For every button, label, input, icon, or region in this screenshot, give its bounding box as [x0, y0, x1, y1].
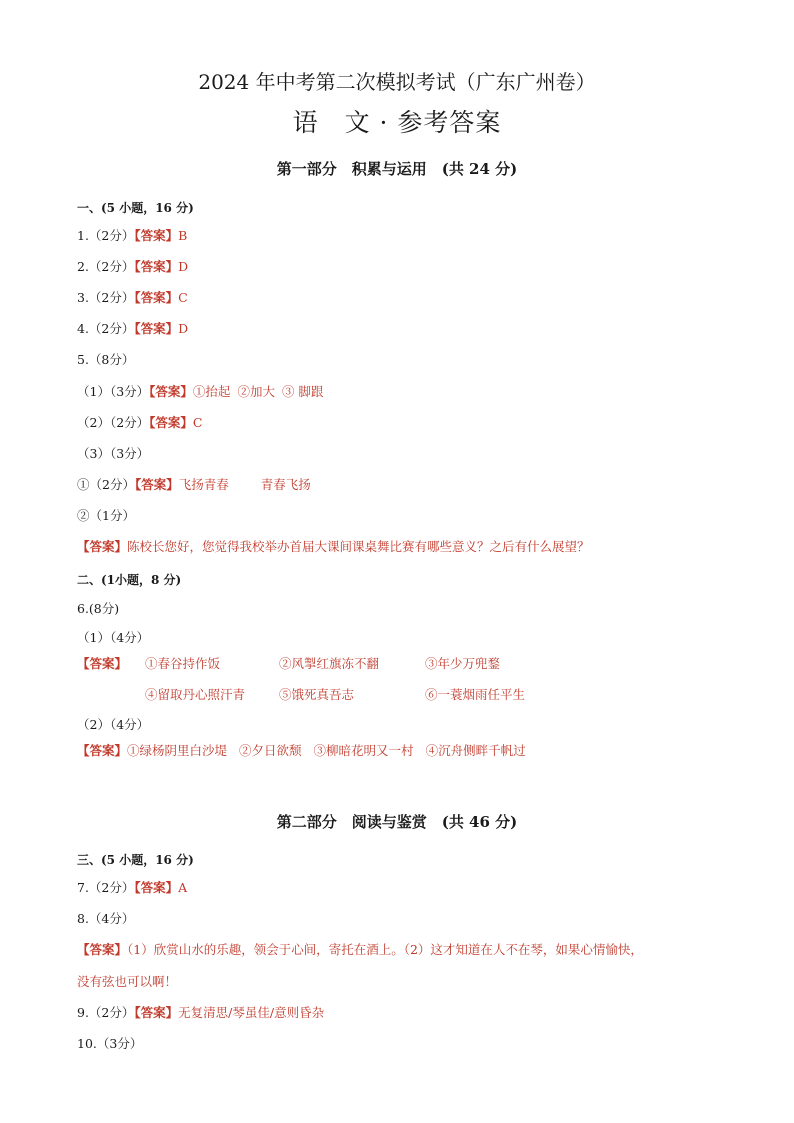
question-q5-3: （3）（3分） [77, 446, 150, 461]
answer-tag: 【答案】 [134, 880, 179, 895]
answer-q8-line2: 没有弦也可以啊！ [77, 974, 178, 989]
answer-q9 [77, 1004, 324, 1022]
answer-tag: 【答案】 [77, 942, 128, 957]
answer-q1 [77, 227, 187, 245]
answer-tag: 【答案】 [134, 259, 179, 274]
answer-q5-3-1 [77, 476, 311, 494]
page-title: 2024 年中考第二次模拟考试（广东广州卷） [198, 70, 596, 94]
answer-value: ③ 脚跟 [281, 384, 324, 399]
subquestion-number: ①（2分） [77, 477, 135, 492]
answer-value: C [178, 290, 188, 305]
question-q5-3-2: ②（1分） [77, 508, 135, 523]
recitation-item: ②夕日欲颓 [239, 743, 302, 758]
answer-tag: 【答案】 [134, 228, 179, 243]
answer-value: （1）欣赏山水的乐趣，领会于心间，寄托在酒上。（2）这才知道在人不在琴，如果心情愉快， [127, 942, 643, 957]
answer-value: ①抬起 [192, 384, 231, 399]
answer-value: A [178, 880, 188, 895]
answer-tag: 【答案】 [134, 321, 179, 336]
answer-value: 青春飞扬 [260, 477, 311, 492]
question-q6: 6.(8分) [77, 601, 120, 616]
answer-q7 [77, 879, 187, 897]
question-q5: 5.（8分） [77, 352, 135, 367]
question-number: 3.（2分） [77, 290, 135, 305]
answer-q6-2 [77, 742, 526, 760]
answer-value: B [178, 228, 188, 243]
answer-tag: 【答案】 [149, 415, 193, 430]
part2-heading: 第二部分 阅读与鉴赏 (共 46 分) [276, 813, 518, 831]
answer-tag: 【答案】 [77, 656, 128, 671]
subquestion-number: （1）（3分） [77, 384, 150, 399]
recitation-item: ①春谷持作饭 [145, 656, 221, 671]
question-q10: 10.（3分） [77, 1036, 143, 1051]
answer-value: D [178, 321, 189, 336]
answer-q2 [77, 258, 188, 276]
answer-q3 [77, 289, 188, 307]
answer-value: 飞扬青春 [178, 477, 229, 492]
answer-tag: 【答案】 [134, 290, 179, 305]
question-number: 2.（2分） [77, 259, 135, 274]
answer-q5-1 [77, 383, 323, 401]
question-q6-1: （1）（4分） [77, 630, 150, 645]
question-q8: 8.（4分） [77, 911, 135, 926]
recitation-item: ②风掣红旗冻不翻 [279, 656, 380, 671]
question-number: 9.（2分） [77, 1005, 135, 1020]
answer-q5-2 [77, 414, 203, 432]
answer-q8-line1 [77, 941, 643, 959]
answer-value: 无复清思/琴虽佳/意则昏杂 [178, 1005, 325, 1020]
recitation-item: ③年少万兜鍪 [425, 656, 501, 671]
answer-tag: 【答案】 [77, 743, 128, 758]
recitation-item: ①绿杨阴里白沙堤 [127, 743, 228, 758]
question-number: 1.（2分） [77, 228, 135, 243]
recitation-item: ⑥一蓑烟雨任平生 [425, 687, 526, 702]
answer-value: D [178, 259, 189, 274]
answer-q4 [77, 320, 188, 338]
document-subtitle: 语 文 · 参考答案 [292, 108, 502, 137]
answer-value: ②加大 [237, 384, 275, 399]
answer-tag: 【答案】 [77, 539, 128, 554]
subquestion-number: （2）（2分） [77, 415, 150, 430]
answer-tag: 【答案】 [149, 384, 193, 399]
answer-q5-3-2 [77, 538, 590, 556]
answer-tag: 【答案】 [134, 477, 179, 492]
recitation-item: ④沉舟侧畔千帆过 [425, 743, 526, 758]
question-number: 7.（2分） [77, 880, 135, 895]
section2-heading: 二、(1小题，8 分) [77, 573, 182, 587]
recitation-item: ③柳暗花明又一村 [313, 743, 414, 758]
question-number: 4.（2分） [77, 321, 135, 336]
answer-tag: 【答案】 [134, 1005, 179, 1020]
recitation-item: ⑤饿死真吾志 [279, 687, 355, 702]
recitation-item: ④留取丹心照汗青 [145, 687, 246, 702]
answer-value: C [192, 415, 203, 430]
section1-heading: 一、(5 小题，16 分) [77, 201, 194, 215]
section3-heading: 三、(5 小题，16 分) [77, 853, 194, 867]
part1-heading: 第一部分 积累与运用 (共 24 分) [276, 160, 518, 178]
answer-value: 陈校长您好，您觉得我校举办首届大课间课桌舞比赛有哪些意义？之后有什么展望？ [127, 539, 590, 554]
question-q6-2: （2）（4分） [77, 717, 150, 732]
